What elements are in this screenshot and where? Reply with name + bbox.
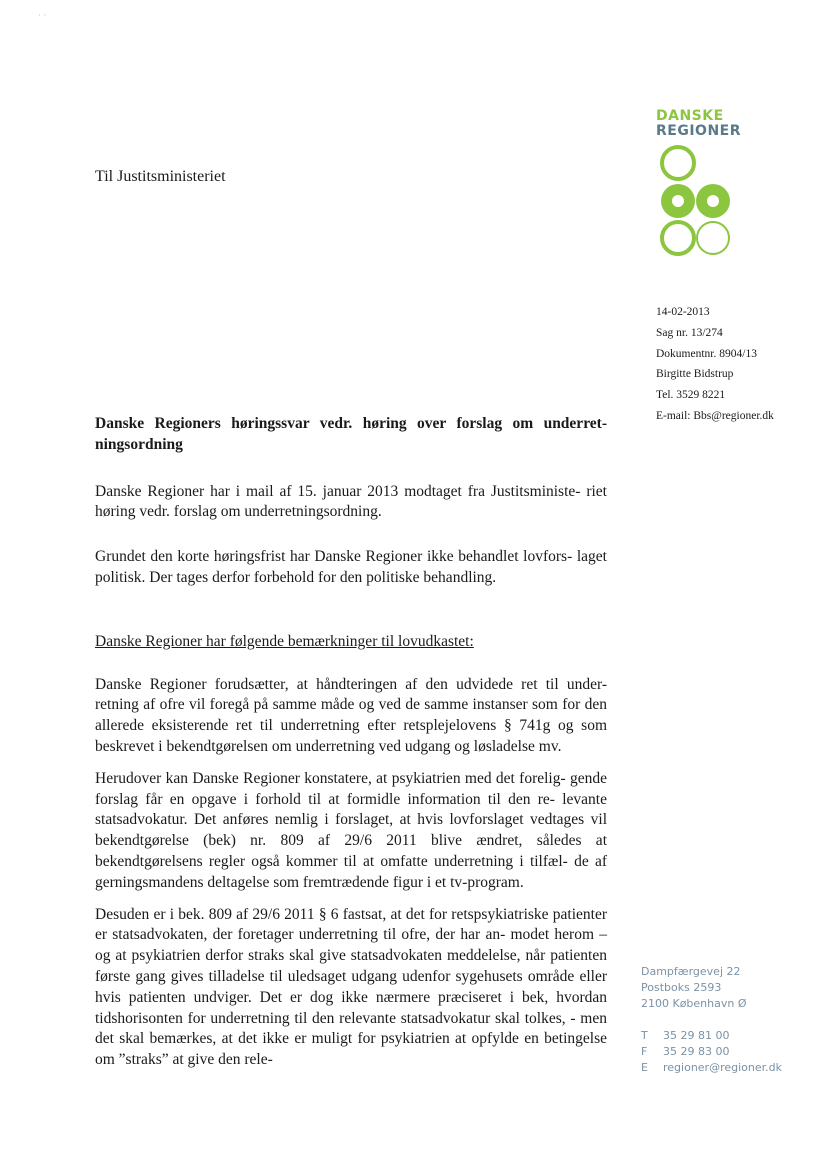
- paragraph-reservation: Grundet den korte høringsfrist har Danske Regioner ikke behandlet lovfors- laget politisk. Der tages derfor forbehold for den politiske behandling.: [95, 548, 607, 586]
- logo-circle: [672, 195, 684, 207]
- footer-email: [641, 1060, 782, 1076]
- paragraph-intro: Danske Regioner har i mail af 15. januar 2013 modtaget fra Justitsministe- riet høring vedr. forslag om underretningsordning.: [95, 482, 607, 521]
- footer-value: 35 29 81 00: [663, 1029, 730, 1042]
- meta-case-number: Sag nr. 13/274: [656, 326, 723, 339]
- footer-value: regioner@regioner.dk: [663, 1061, 782, 1074]
- footer-address-line: Dampfærgevej 22: [641, 965, 741, 978]
- meta-contact-name: Birgitte Bidstrup: [656, 368, 734, 381]
- meta-email: E-mail: Bbs@regioner.dk: [656, 409, 774, 422]
- logo-circle: [697, 222, 729, 254]
- footer-address-line: Postboks 2593: [641, 981, 722, 994]
- paragraph-notification: Desuden er i bek. 809 af 29/6 2011 § 6 fastsat, at det for retspsykiatriske patienter er statsadvokaten, der foretager underretning til ofre, der har an- modet herom – og at psykiatrien derfor straks skal give statsadvokaten meddelelse, når patienten første gang gives tilladelse til uledsaget udgang udenfor sygehusets område eller hvis patienten undviger. Det er dog ikke nærmere præciseret i bek, hvordan tidshorisonten for underretning til den relevante statsadvokatur skal tolkes, - men det skal bemærkes, at det ikke er muligt for psykiatrien at opfylde en betingelse om ”straks” at give den rele-: [95, 905, 607, 1069]
- footer-fax: [641, 1044, 782, 1060]
- recipient-line: Til Justitsministeriet: [95, 168, 226, 185]
- footer-contact: [641, 964, 782, 1076]
- logo-line-2: REGIONER: [656, 123, 742, 139]
- footer-phone: [641, 1028, 782, 1044]
- scan-specks: · ·: [38, 10, 47, 20]
- paragraph-assumption: Danske Regioner forudsætter, at håndteringen af den udvidede ret til under- retning af ofre vil foregå på samme måde og ved de samme instanser som for den allerede eksisterende ret til underretning efter retsplejelovens § 741g og som beskrevet i bekendtgørelsen om underretning ved udgang og løsladelse mv.: [95, 675, 607, 755]
- footer-label: F: [641, 1045, 648, 1058]
- letter-body: [95, 414, 607, 1071]
- letter-title: Danske Regioners høringssvar vedr. høring over forslag om underret- ningsordning: [95, 415, 607, 453]
- section-heading: Danske Regioner har følgende bemærkninger til lovudkastet:: [95, 632, 474, 650]
- meta-phone: Tel. 3529 8221: [656, 389, 726, 402]
- meta-document-number: Dokumentnr. 8904/13: [656, 347, 757, 360]
- logo-circle: [662, 222, 694, 254]
- footer-label: E: [641, 1061, 648, 1074]
- meta-date: 14-02-2013: [656, 306, 710, 318]
- footer-address-line: 2100 København Ø: [641, 997, 747, 1010]
- footer-label: T: [641, 1029, 648, 1042]
- document-metadata: [656, 302, 774, 427]
- logo-wordmark: [656, 109, 746, 139]
- logo-line-1: DANSKE: [656, 108, 724, 124]
- logo-circles-icon: [650, 143, 740, 258]
- logo-circle: [662, 147, 694, 179]
- logo-circle: [707, 195, 719, 207]
- paragraph-psychiatry: Herudover kan Danske Regioner konstatere, at psykiatrien med det forelig- gende forslag får en opgave i forhold til at formidle information til den re- levante statsadvokatur. Det anføres nemlig i forslaget, at hvis lovforslaget vedtages vil bekendtgørelse (bek) nr. 809 af 29/6 2011 blive ændret, således at bekendtgørelsens regler også kommer til at omfatte underretning i tilfæl- de af gerningsmandens deltagelse som fremtrædende figur i et tv-program.: [95, 769, 607, 891]
- footer-value: 35 29 83 00: [663, 1045, 730, 1058]
